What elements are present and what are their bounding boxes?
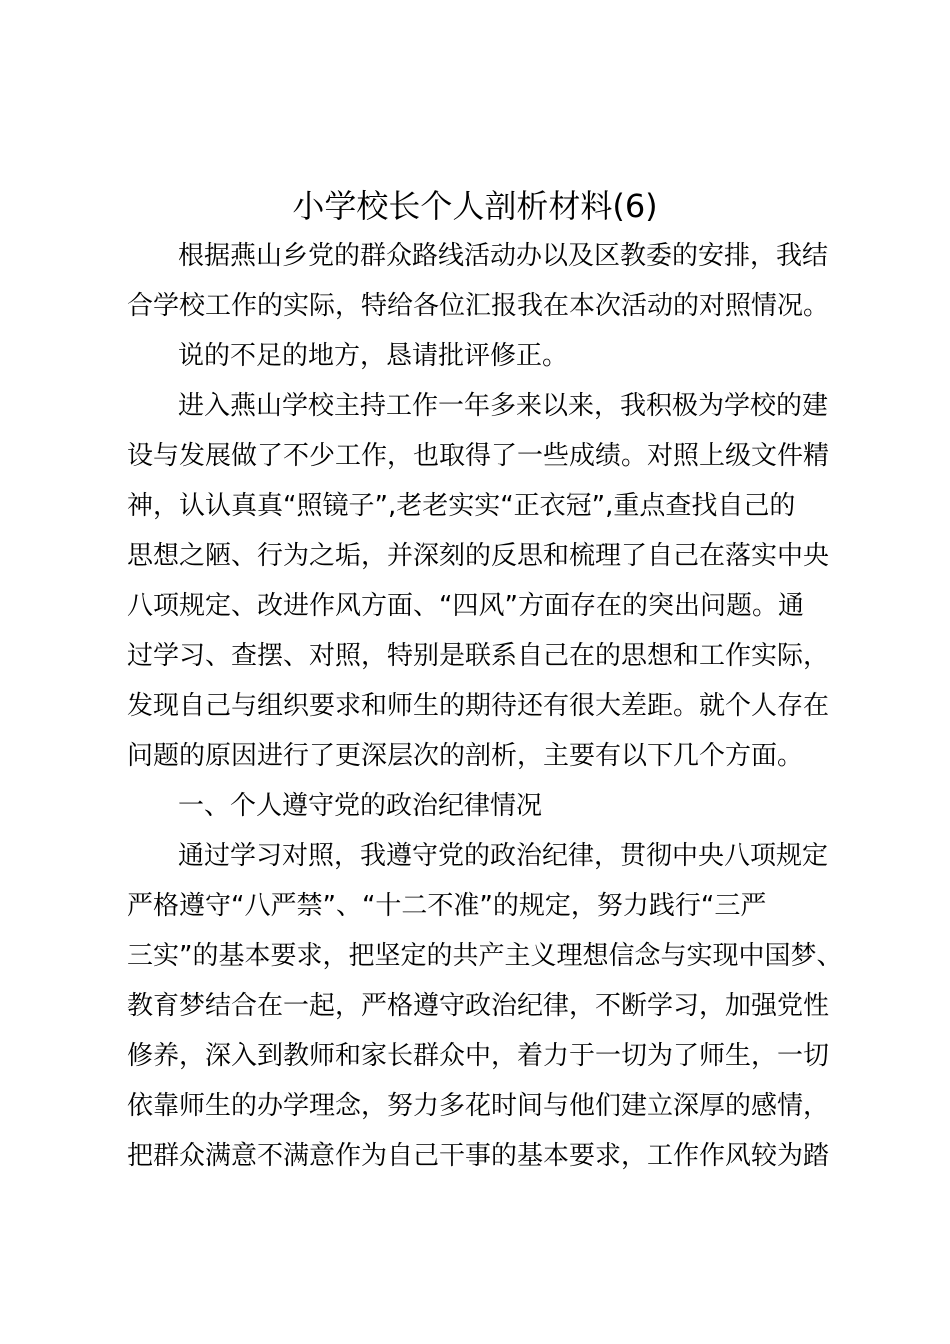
paragraph-line: 修养，深入到教师和家长群众中，着力于一切为了师生，一切	[127, 1041, 830, 1071]
paragraph-line: 神，认认真真“照镜子”,老老实实“正衣冠”,重点查找自己的	[127, 491, 796, 521]
paragraph-line: 过学习、查摆、对照，特别是联系自己在的思想和工作实际，	[127, 641, 830, 671]
paragraph-line: 进入燕山学校主持工作一年多来以来，我积极为学校的建	[178, 391, 829, 421]
paragraph-line: 通过学习对照，我遵守党的政治纪律，贯彻中央八项规定	[178, 841, 829, 871]
paragraph-line: 设与发展做了不少工作，也取得了一些成绩。对照上级文件精	[127, 441, 830, 471]
paragraph-line: 发现自己与组织要求和师生的期待还有很大差距。就个人存在	[127, 691, 830, 721]
document-title: 小学校长个人剖析材料(6)	[292, 187, 658, 225]
paragraph-line: 根据燕山乡党的群众路线活动办以及区教委的安排，我结	[178, 241, 829, 271]
paragraph-line: 思想之陋、行为之垢，并深刻的反思和梳理了自己在落实中央	[127, 541, 830, 571]
paragraph-line: 依靠师生的办学理念，努力多花时间与他们建立深厚的感情，	[127, 1091, 830, 1121]
paragraph-line: 八项规定、改进作风方面、“四风”方面存在的突出问题。通	[127, 591, 804, 621]
paragraph-line: 三实”的基本要求，把坚定的共产主义理想信念与实现中国梦、	[127, 941, 843, 971]
paragraph-line: 教育梦结合在一起，严格遵守政治纪律，不断学习，加强党性	[127, 991, 830, 1021]
paragraph-line: 严格遵守“八严禁”、“十二不准”的规定，努力践行“三严	[127, 891, 767, 921]
paragraph-line: 把群众满意不满意作为自己干事的基本要求，工作作风较为踏	[127, 1141, 830, 1171]
section-heading: 一、个人遵守党的政治纪律情况	[178, 791, 543, 821]
paragraph-line: 问题的原因进行了更深层次的剖析，主要有以下几个方面。	[127, 741, 804, 771]
paragraph-line: 合学校工作的实际，特给各位汇报我在本次活动的对照情况。	[127, 291, 830, 321]
paragraph-line: 说的不足的地方，恳请批评修正。	[178, 341, 569, 371]
